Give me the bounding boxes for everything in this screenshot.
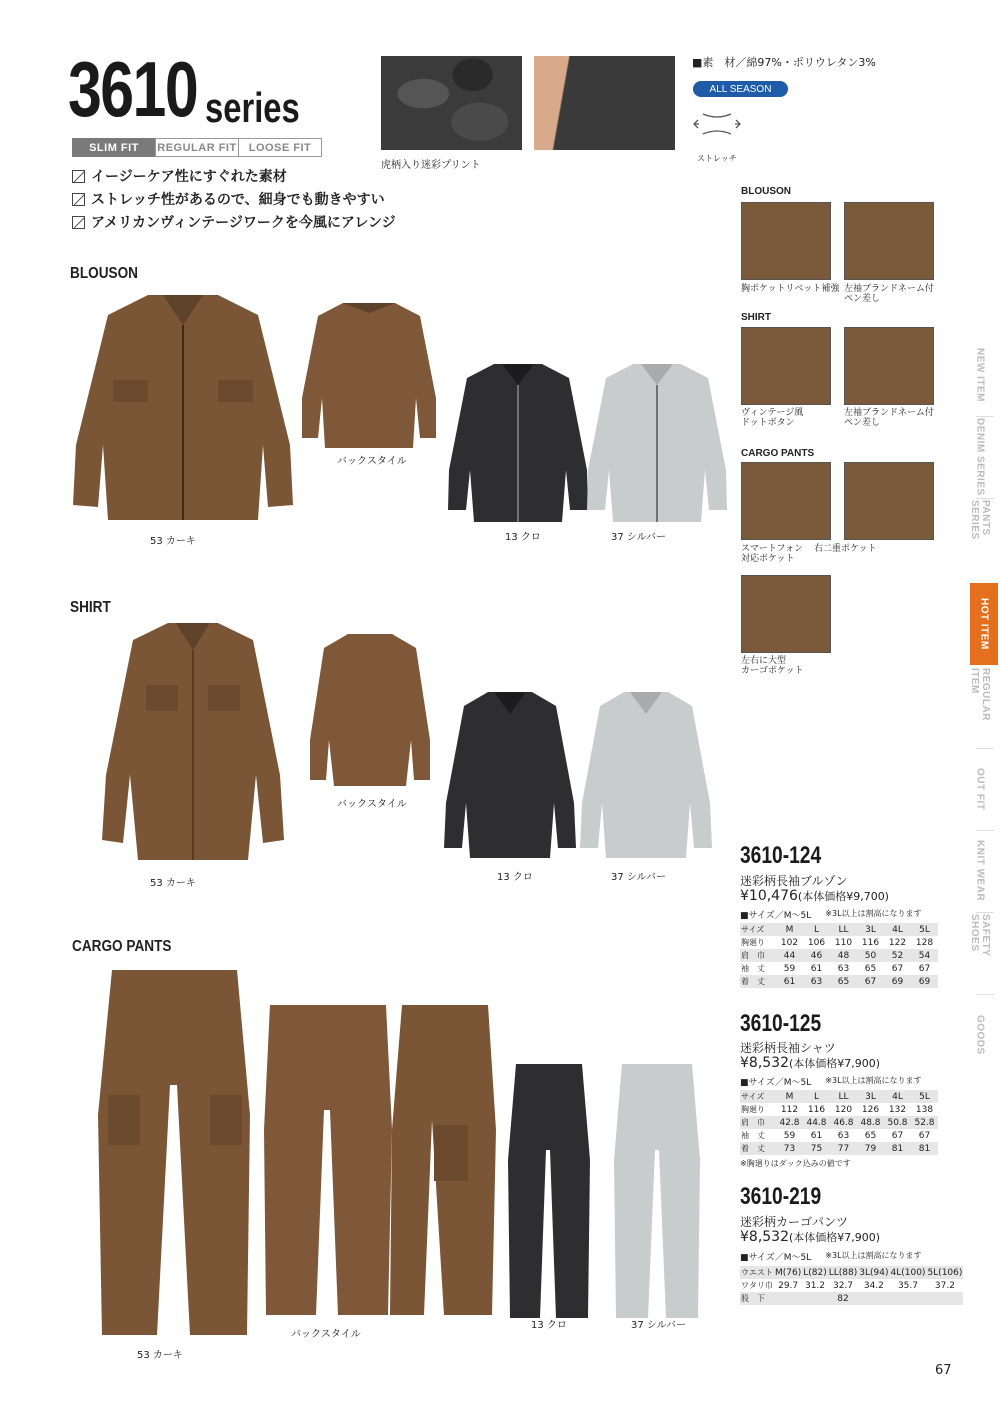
side-nav-safety-shoes[interactable]: SAFETY SHOES <box>969 914 991 957</box>
size-table-row-label: 胸廻り <box>741 938 765 947</box>
size-table-cell: 65 <box>864 1130 877 1141</box>
size-table-cell: 63 <box>837 963 850 974</box>
detail-shirt-2-photo <box>844 327 934 405</box>
product-1-price: ¥10,476(本体価格¥9,700) <box>740 888 889 904</box>
detail-blouson-1-caption: 胸ポケットリベット補強 <box>741 284 840 294</box>
fit-slim: SLIM FIT <box>72 138 156 157</box>
size-table-row <box>740 936 938 949</box>
product-1-sizes: ■サイズ／M～5L ※3L以上は割高になります <box>740 909 922 921</box>
size-table-cell: M <box>776 1090 803 1103</box>
size-table-row <box>740 1129 938 1142</box>
fit-selector <box>72 138 321 157</box>
size-table-cell: 59 <box>783 963 796 974</box>
blouson-silver-caption: 37 シルバー <box>611 532 666 543</box>
side-nav-knit-wear[interactable]: KNIT WEAR <box>974 840 986 902</box>
cargo-khaki-back <box>258 1000 398 1320</box>
side-nav-divider <box>976 416 994 417</box>
size-table-cell: 110 <box>834 937 853 948</box>
blouson-title: BLOUSON <box>70 265 138 282</box>
product-3-code: 3610-219 <box>740 1183 822 1210</box>
product-3-price: ¥8,532(本体価格¥7,900) <box>740 1229 881 1245</box>
shirt-silver <box>576 688 716 860</box>
size-table-cell: 5L <box>911 923 938 936</box>
size-table-cell: L <box>803 1090 830 1103</box>
size-table-cell: 138 <box>915 1104 934 1115</box>
size-table-cell: 42.8 <box>776 1116 803 1129</box>
size-table-row-label: ウエスト <box>741 1268 773 1277</box>
size-table-row <box>740 975 938 988</box>
product-2-footnote: ※胸廻りはダック込みの値です <box>740 1159 851 1168</box>
shirt-black <box>440 688 580 860</box>
detail-cargo-1-caption: スマートフォン 対応ポケット <box>741 544 804 564</box>
detail-blouson-2-photo <box>844 202 934 280</box>
size-table-cell: 116 <box>861 937 880 948</box>
size-table-row-label: 着 丈 <box>740 975 776 988</box>
side-nav-hot-item[interactable]: HOT ITEM <box>970 583 998 665</box>
size-table-cell: 120 <box>834 1104 853 1115</box>
size-table-cell <box>889 1292 926 1305</box>
side-nav-divider <box>976 748 994 749</box>
size-table-cell <box>858 1292 889 1305</box>
detail-cargo-1-photo <box>741 462 831 540</box>
product-1-code: 3610-124 <box>740 842 822 869</box>
product-2-name: 迷彩柄長袖シャツ <box>740 1041 836 1055</box>
size-table-cell: 81 <box>911 1142 938 1155</box>
side-nav-out-fit[interactable]: OUT FIT <box>974 767 986 811</box>
size-table-cell: 67 <box>857 975 884 988</box>
size-table-cell <box>926 1292 963 1305</box>
cargo-black-caption: 13 クロ <box>531 1320 567 1331</box>
size-table-cell: 112 <box>780 1104 799 1115</box>
size-table-row-label: ワタリ巾 <box>741 1281 773 1290</box>
size-table-cell: 61 <box>776 975 803 988</box>
size-table-cell: 59 <box>783 1130 796 1141</box>
fabric-stretch-photo <box>534 56 675 150</box>
size-table-row-label: 着 丈 <box>740 1142 776 1155</box>
swatch-caption: 虎柄入り迷彩プリント <box>381 160 481 171</box>
size-table-cell: 34.2 <box>863 1280 884 1291</box>
product-2-price: ¥8,532(本体価格¥7,900) <box>740 1055 881 1071</box>
detail-cargo-3-photo <box>741 575 831 653</box>
checkbox-icon <box>72 170 85 183</box>
size-table-cell: 63 <box>837 1130 850 1141</box>
side-nav-denim-series[interactable]: DENIM SERIES <box>974 418 986 496</box>
side-nav-divider <box>976 994 994 995</box>
detail-shirt-title: SHIRT <box>741 312 771 323</box>
size-table-cell: M(76) <box>775 1267 802 1278</box>
size-table-cell: 50.8 <box>884 1116 911 1129</box>
size-table-cell: 69 <box>884 975 911 988</box>
blouson-black <box>444 360 592 525</box>
cargo-silver <box>610 1060 705 1322</box>
size-table-cell: LL(88) <box>828 1267 858 1278</box>
size-table-cell: 65 <box>864 963 877 974</box>
product-2-code: 3610-125 <box>740 1010 822 1037</box>
size-table-row <box>740 1266 963 1279</box>
side-nav-new-item[interactable]: NEW ITEM <box>974 348 986 402</box>
size-table-cell: 54 <box>911 949 938 962</box>
size-table-cell: 82 <box>828 1292 859 1305</box>
product-1-size-table <box>740 923 938 988</box>
blouson-black-caption: 13 クロ <box>505 532 541 543</box>
cargo-khaki-caption: 53 カーキ <box>137 1350 183 1361</box>
detail-shirt-1-photo <box>741 327 831 405</box>
size-table-row-label: 股 下 <box>740 1292 774 1305</box>
size-table-cell: 67 <box>918 963 931 974</box>
size-table-row-label: 肩 巾 <box>740 1116 776 1129</box>
size-table-cell: 67 <box>891 963 904 974</box>
shirt-silver-caption: 37 シルバー <box>611 872 666 883</box>
size-table-cell: 35.7 <box>897 1280 918 1291</box>
cargo-back-caption: バックスタイル <box>291 1329 361 1340</box>
size-table-cell: 67 <box>891 1130 904 1141</box>
size-table-cell: 126 <box>861 1104 880 1115</box>
fit-loose: LOOSE FIT <box>238 138 322 157</box>
cargo-title: CARGO PANTS <box>72 938 172 955</box>
size-table-row <box>740 923 938 936</box>
feature-2: ストレッチ性があるので、細身でも動きやすい <box>72 189 385 209</box>
size-table-row <box>740 1090 938 1103</box>
shirt-title: SHIRT <box>70 599 111 616</box>
detail-cargo-2-photo <box>844 462 934 540</box>
size-table-cell: 32.7 <box>832 1280 854 1291</box>
detail-cargo-title: CARGO PANTS <box>741 448 815 459</box>
size-table-row <box>740 1116 938 1129</box>
season-badge: ALL SEASON <box>693 81 788 97</box>
size-table-row <box>740 1142 938 1155</box>
size-table-row <box>740 949 938 962</box>
size-table-row <box>740 1103 938 1116</box>
cargo-black <box>504 1060 594 1322</box>
size-table-row <box>740 1292 963 1305</box>
size-table-cell: 67 <box>918 1130 931 1141</box>
stretch-label: ストレッチ <box>697 154 737 163</box>
shirt-khaki-back <box>306 630 434 788</box>
checkbox-icon <box>72 193 85 206</box>
size-table-cell <box>802 1292 828 1305</box>
size-table-cell: 106 <box>807 937 826 948</box>
shirt-back-caption: バックスタイル <box>337 799 407 810</box>
size-table-cell: 81 <box>884 1142 911 1155</box>
size-table-row-label: 肩 巾 <box>740 949 776 962</box>
detail-shirt-1-caption: ヴィンテージ風 ドットボタン <box>741 408 804 428</box>
size-table-cell <box>774 1292 802 1305</box>
product-3-size-table <box>740 1266 963 1305</box>
series-word: series <box>205 84 300 131</box>
size-table-cell: 46 <box>803 949 830 962</box>
size-table-cell: 116 <box>807 1104 826 1115</box>
product-1-name: 迷彩柄長袖ブルゾン <box>740 874 848 888</box>
size-table-cell: 4L <box>884 923 911 936</box>
product-2-size-table <box>740 1090 938 1155</box>
size-table-row <box>740 962 938 975</box>
size-table-row-label: 袖 丈 <box>741 1131 765 1140</box>
size-table-cell: 132 <box>888 1104 907 1115</box>
detail-blouson-title: BLOUSON <box>741 186 791 197</box>
detail-blouson-1-photo <box>741 202 831 280</box>
detail-cargo-2-caption: 右二重ポケット <box>814 544 877 554</box>
blouson-khaki-back <box>298 298 440 450</box>
side-nav-pants-series[interactable]: PANTS SERIES <box>969 500 991 540</box>
series-number: 3610 <box>68 45 198 133</box>
size-table-cell: LL <box>830 923 857 936</box>
size-table-cell: 61 <box>810 963 823 974</box>
size-table-row-label: サイズ <box>740 1090 776 1103</box>
size-table-cell: 46.8 <box>830 1116 857 1129</box>
size-table-row <box>740 1279 963 1292</box>
size-table-row-label: 袖 丈 <box>741 964 765 973</box>
shirt-khaki-front <box>98 615 288 865</box>
feature-3: アメリカンヴィンテージワークを今風にアレンジ <box>72 212 396 232</box>
size-table-cell: 79 <box>857 1142 884 1155</box>
size-table-cell: 48 <box>830 949 857 962</box>
size-table-row-label: 胸廻り <box>741 1105 765 1114</box>
size-table-cell: L(82) <box>803 1267 827 1278</box>
side-nav-goods[interactable]: GOODS <box>974 1015 986 1055</box>
checkbox-icon <box>72 216 85 229</box>
cargo-khaki-side <box>384 1000 502 1320</box>
size-table-cell: 65 <box>830 975 857 988</box>
size-table-cell: 3L <box>857 923 884 936</box>
blouson-back-caption: バックスタイル <box>337 456 407 467</box>
blouson-silver <box>583 360 731 525</box>
material-text: ■素 材／綿97%・ポリウレタン3% <box>692 56 876 69</box>
size-table-cell: 73 <box>776 1142 803 1155</box>
size-table-cell: 122 <box>888 937 907 948</box>
size-table-cell: 3L <box>857 1090 884 1103</box>
side-nav-divider <box>976 912 994 913</box>
size-table-cell: 31.2 <box>804 1280 826 1291</box>
blouson-khaki-caption: 53 カーキ <box>150 536 196 547</box>
detail-blouson-2-caption: 左袖ブランドネーム付 ペン差し <box>844 284 934 304</box>
size-table-cell: 128 <box>915 937 934 948</box>
size-table-cell: 69 <box>911 975 938 988</box>
size-table-cell: 4L <box>884 1090 911 1103</box>
stretch-icon <box>693 106 741 142</box>
size-table-cell: 52 <box>884 949 911 962</box>
product-2-sizes: ■サイズ／M～5L ※3L以上は割高になります <box>740 1076 922 1088</box>
size-table-cell: 77 <box>830 1142 857 1155</box>
size-table-cell: 75 <box>803 1142 830 1155</box>
cargo-silver-caption: 37 シルバー <box>631 1320 686 1331</box>
size-table-cell: 63 <box>803 975 830 988</box>
side-nav-regular-item[interactable]: REGULAR ITEM <box>969 668 991 721</box>
size-table-cell: 48.8 <box>857 1116 884 1129</box>
detail-cargo-3-caption: 左右に大型 カーゴポケット <box>741 656 804 676</box>
size-table-cell: LL <box>830 1090 857 1103</box>
size-table-cell: 52.8 <box>911 1116 938 1129</box>
size-table-cell: 5L <box>911 1090 938 1103</box>
size-table-cell: L <box>803 923 830 936</box>
size-table-cell: 4L(100) <box>890 1267 926 1278</box>
size-table-cell: 61 <box>810 1130 823 1141</box>
size-table-cell: 44.8 <box>803 1116 830 1129</box>
cargo-khaki-front <box>92 965 257 1345</box>
size-table-cell: 102 <box>780 937 799 948</box>
size-table-cell: 5L(106) <box>927 1267 963 1278</box>
size-table-cell: 50 <box>857 949 884 962</box>
size-table-cell: 44 <box>776 949 803 962</box>
feature-1: イージーケア性にすぐれた素材 <box>72 166 287 186</box>
size-table-cell: 37.2 <box>934 1280 955 1291</box>
shirt-black-caption: 13 クロ <box>497 872 533 883</box>
size-table-cell: 29.7 <box>778 1280 799 1291</box>
side-nav-divider <box>976 498 994 499</box>
blouson-khaki-front <box>68 285 298 530</box>
size-table-cell: 3L(94) <box>859 1267 889 1278</box>
shirt-khaki-caption: 53 カーキ <box>150 878 196 889</box>
fabric-swatch-camo <box>381 56 522 150</box>
size-table-cell: M <box>776 923 803 936</box>
page-number: 67 <box>935 1363 952 1378</box>
side-nav-divider <box>976 830 994 831</box>
detail-shirt-2-caption: 左袖ブランドネーム付 ペン差し <box>844 408 934 428</box>
product-3-sizes: ■サイズ／M～5L ※3L以上は割高になります <box>740 1251 922 1263</box>
size-table-row-label: サイズ <box>740 923 776 936</box>
fit-regular: REGULAR FIT <box>155 138 239 157</box>
product-3-name: 迷彩柄カーゴパンツ <box>740 1215 849 1229</box>
